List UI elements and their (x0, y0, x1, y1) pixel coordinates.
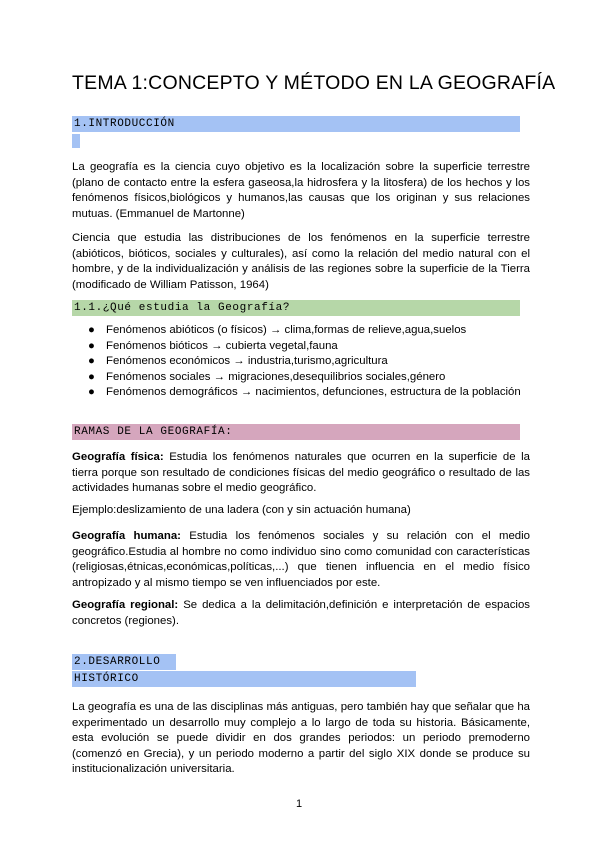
geografia-humana-paragraph (72, 529, 530, 591)
page-number: 1 (296, 798, 303, 810)
bullet-icon: ● (88, 324, 95, 336)
geografia-regional-text: Se dedica a la delimitación,definición e interpretación de espacios concretos (regiones). (72, 599, 530, 627)
section-heading-ramas: RAMAS DE LA GEOGRAFÍA: (72, 424, 520, 440)
list-item: ● Fenómenos bióticos → cubierta vegetal,fauna (82, 339, 530, 355)
geografia-regional-paragraph (72, 598, 530, 629)
bullet-icon: ● (88, 339, 95, 352)
page-title: TEMA 1:CONCEPTO Y MÉTODO EN LA GEOGRAFÍA (72, 72, 556, 94)
section-heading-historico: HISTÓRICO (72, 671, 416, 687)
phenomena-list (82, 323, 530, 401)
section-heading-desarrollo: 2.DESARROLLO (72, 654, 176, 670)
geografia-fisica-text: Estudia los fenómenos naturales que ocurren en la superficie de la tierra porque son resultado de condiciones físicas del medio geográfico o resultado de las actividades humanas sobre el medio geográfico. (72, 451, 530, 494)
bullet-icon: ● (88, 355, 95, 367)
ejemplo-line: Ejemplo:deslizamiento de una ladera (con y sin actuación humana) (72, 504, 411, 516)
bullet-icon: ● (88, 386, 95, 398)
list-item: ● Fenómenos abióticos (o físicos) → clima,formas de relieve,agua,suelos (82, 323, 530, 339)
subsection-heading-que-estudia: 1.1.¿Qué estudia la Geografía? (72, 300, 520, 316)
geografia-fisica-label: Geografía física: (72, 451, 164, 463)
section-heading-introduccion: 1.INTRODUCCIÓN (72, 116, 520, 132)
geografia-fisica-paragraph (72, 450, 530, 497)
list-item: ● Fenómenos sociales → migraciones,desequilibrios sociales,género (82, 370, 530, 386)
historico-paragraph: La geografía es una de las disciplinas más antiguas, pero también hay que señalar que ha experimentado un desarrollo muy complejo a lo largo de toda su historia. Básicamente, esta evolución se puede dividir en dos grandes periodos: un periodo premoderno (comenzó en Grecia), y un periodo moderno a partir del siglo XIX donde se produce su institucionalización universitaria. (72, 701, 530, 775)
geografia-humana-text: Estudia los fenómenos sociales y su relación con el medio geográfico.Estudia al hombre no como individuo sino como comunidad con características (religiosas,étnicas,económicas,políticas,...) que tienen influencia en el medio físico antropizado y al mismo tiempo se ven influenciados por este. (72, 530, 530, 589)
geografia-humana-label: Geografía humana: (72, 530, 181, 542)
heading-highlight-fragment (72, 134, 80, 148)
list-item: ● Fenómenos demográficos → nacimientos, defunciones, estructura de la población (82, 385, 530, 401)
geografia-regional-label: Geografía regional: (72, 599, 179, 611)
bullet-icon: ● (88, 370, 95, 383)
list-item: ● Fenómenos económicos → industria,turismo,agricultura (82, 354, 530, 370)
intro-paragraph-2: Ciencia que estudia las distribuciones de los fenómenos en la superficie terrestre (abióticos, bióticos, sociales y culturales), así como la relación del medio natural con el hombre, y de la individualización y análisis de las regiones sobre la superficie de la Tierra (modificado de William Patisson, 1964) (72, 232, 530, 291)
intro-paragraph-1: La geografía es la ciencia cuyo objetivo es la localización sobre la superficie terrestre (plano de contacto entre la esfera gaseosa,la hidrosfera y la litosfera) de los hechos y los fenómenos físicos,biológicos y humanos,las causas que los originan y sus relaciones mutuas. (Emmanuel de Martonne) (72, 161, 530, 220)
